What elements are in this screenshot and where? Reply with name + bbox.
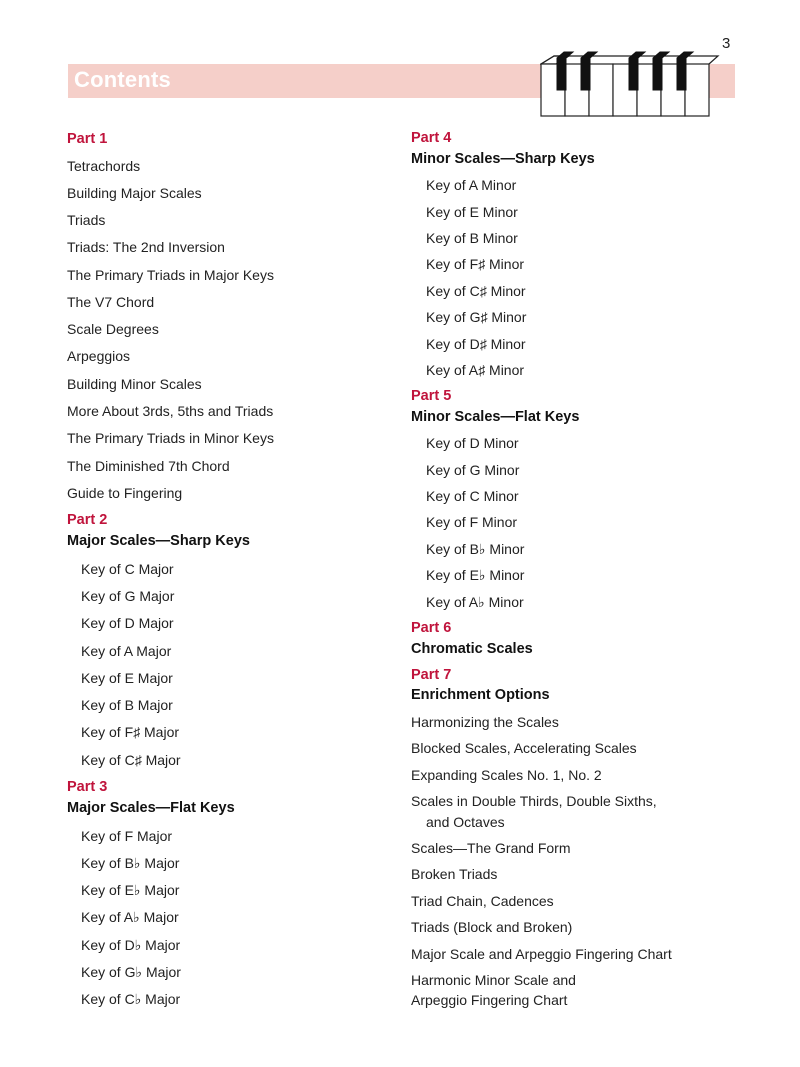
toc-item-building-minor-scales[interactable]: Building Minor Scales: [67, 376, 202, 392]
toc-item-minor-fingering-chart-cont[interactable]: Arpeggio Fingering Chart: [411, 992, 568, 1008]
piano-keyboard-illustration: [540, 50, 720, 118]
toc-item-a-minor[interactable]: Key of A Minor: [426, 177, 517, 193]
part-7-title[interactable]: Enrichment Options: [411, 687, 550, 703]
toc-item-b-minor[interactable]: Key of B Minor: [426, 230, 518, 246]
toc-item-minor-fingering-chart[interactable]: Harmonic Minor Scale and: [411, 972, 576, 988]
toc-item-double-thirds-cont[interactable]: and Octaves: [426, 814, 505, 830]
part-3-title[interactable]: Major Scales—Flat Keys: [67, 800, 235, 816]
part-1-label: Part 1: [67, 131, 108, 147]
toc-item-a-major[interactable]: Key of A Major: [81, 643, 172, 659]
toc-item-f-major[interactable]: Key of F Major: [81, 828, 173, 844]
toc-item-guide-to-fingering[interactable]: Guide to Fingering: [67, 485, 183, 501]
toc-item-g-minor[interactable]: Key of G Minor: [426, 462, 520, 478]
part-7-label: Part 7: [411, 667, 452, 683]
part-2-label: Part 2: [67, 512, 108, 528]
toc-item-g-sharp-minor[interactable]: Key of G♯ Minor: [426, 309, 527, 325]
toc-item-primary-triads-minor[interactable]: The Primary Triads in Minor Keys: [67, 430, 274, 446]
toc-item-more-about-3rds[interactable]: More About 3rds, 5ths and Triads: [67, 403, 274, 419]
part-4-title[interactable]: Minor Scales—Sharp Keys: [411, 151, 595, 167]
toc-item-d-flat-major[interactable]: Key of D♭ Major: [81, 937, 181, 953]
toc-item-d-minor[interactable]: Key of D Minor: [426, 435, 519, 451]
toc-item-b-flat-minor[interactable]: Key of B♭ Minor: [426, 541, 525, 557]
toc-item-primary-triads-major[interactable]: The Primary Triads in Major Keys: [67, 267, 274, 283]
toc-item-f-sharp-minor[interactable]: Key of F♯ Minor: [426, 256, 525, 272]
toc-item-triads-2nd-inversion[interactable]: Triads: The 2nd Inversion: [67, 239, 225, 255]
toc-item-c-sharp-major[interactable]: Key of C♯ Major: [81, 752, 181, 768]
toc-item-arpeggios[interactable]: Arpeggios: [67, 348, 131, 364]
toc-item-g-major[interactable]: Key of G Major: [81, 588, 175, 604]
toc-item-d-sharp-minor[interactable]: Key of D♯ Minor: [426, 336, 526, 352]
toc-item-b-flat-major[interactable]: Key of B♭ Major: [81, 855, 180, 871]
page-title: Contents: [74, 67, 171, 92]
toc-item-major-fingering-chart[interactable]: Major Scale and Arpeggio Fingering Chart: [411, 946, 672, 962]
toc-item-blocked-scales[interactable]: Blocked Scales, Accelerating Scales: [411, 740, 637, 756]
toc-item-g-flat-major[interactable]: Key of G♭ Major: [81, 964, 181, 980]
toc-item-a-flat-minor[interactable]: Key of A♭ Minor: [426, 594, 524, 610]
toc-item-triads[interactable]: Triads: [67, 212, 106, 228]
part-3-label: Part 3: [67, 779, 108, 795]
part-6-title[interactable]: Chromatic Scales: [411, 641, 533, 657]
part-4-label: Part 4: [411, 130, 452, 146]
toc-item-f-sharp-major[interactable]: Key of F♯ Major: [81, 724, 180, 740]
toc-item-expanding-scales[interactable]: Expanding Scales No. 1, No. 2: [411, 767, 602, 783]
toc-item-f-minor[interactable]: Key of F Minor: [426, 514, 518, 530]
part-5-title[interactable]: Minor Scales—Flat Keys: [411, 409, 580, 425]
toc-item-broken-triads[interactable]: Broken Triads: [411, 866, 498, 882]
toc-item-c-flat-major[interactable]: Key of C♭ Major: [81, 991, 181, 1007]
toc-item-c-sharp-minor[interactable]: Key of C♯ Minor: [426, 283, 526, 299]
toc-item-d-major[interactable]: Key of D Major: [81, 615, 174, 631]
part-6-label: Part 6: [411, 620, 452, 636]
toc-item-building-major-scales[interactable]: Building Major Scales: [67, 185, 202, 201]
toc-item-scale-degrees[interactable]: Scale Degrees: [67, 321, 159, 337]
toc-item-tetrachords[interactable]: Tetrachords: [67, 158, 141, 174]
toc-item-double-thirds[interactable]: Scales in Double Thirds, Double Sixths,: [411, 793, 657, 809]
part-5-label: Part 5: [411, 388, 452, 404]
toc-item-triad-chain[interactable]: Triad Chain, Cadences: [411, 893, 554, 909]
toc-item-v7-chord[interactable]: The V7 Chord: [67, 294, 155, 310]
toc-item-c-major[interactable]: Key of C Major: [81, 561, 174, 577]
white-key: [685, 64, 709, 116]
toc-item-grand-form[interactable]: Scales—The Grand Form: [411, 840, 571, 856]
toc-item-c-minor[interactable]: Key of C Minor: [426, 488, 519, 504]
toc-item-b-major[interactable]: Key of B Major: [81, 697, 173, 713]
white-key: [589, 64, 613, 116]
page-number: 3: [722, 35, 731, 52]
toc-item-diminished-7th[interactable]: The Diminished 7th Chord: [67, 458, 230, 474]
toc-item-e-major[interactable]: Key of E Major: [81, 670, 173, 686]
toc-item-e-minor[interactable]: Key of E Minor: [426, 204, 518, 220]
part-2-title[interactable]: Major Scales—Sharp Keys: [67, 533, 250, 549]
toc-item-a-flat-major[interactable]: Key of A♭ Major: [81, 909, 179, 925]
toc-item-e-flat-major[interactable]: Key of E♭ Major: [81, 882, 180, 898]
toc-item-e-flat-minor[interactable]: Key of E♭ Minor: [426, 567, 525, 583]
toc-item-triads-block-broken[interactable]: Triads (Block and Broken): [411, 919, 573, 935]
toc-item-harmonizing-scales[interactable]: Harmonizing the Scales: [411, 714, 559, 730]
toc-item-a-sharp-minor[interactable]: Key of A♯ Minor: [426, 362, 525, 378]
